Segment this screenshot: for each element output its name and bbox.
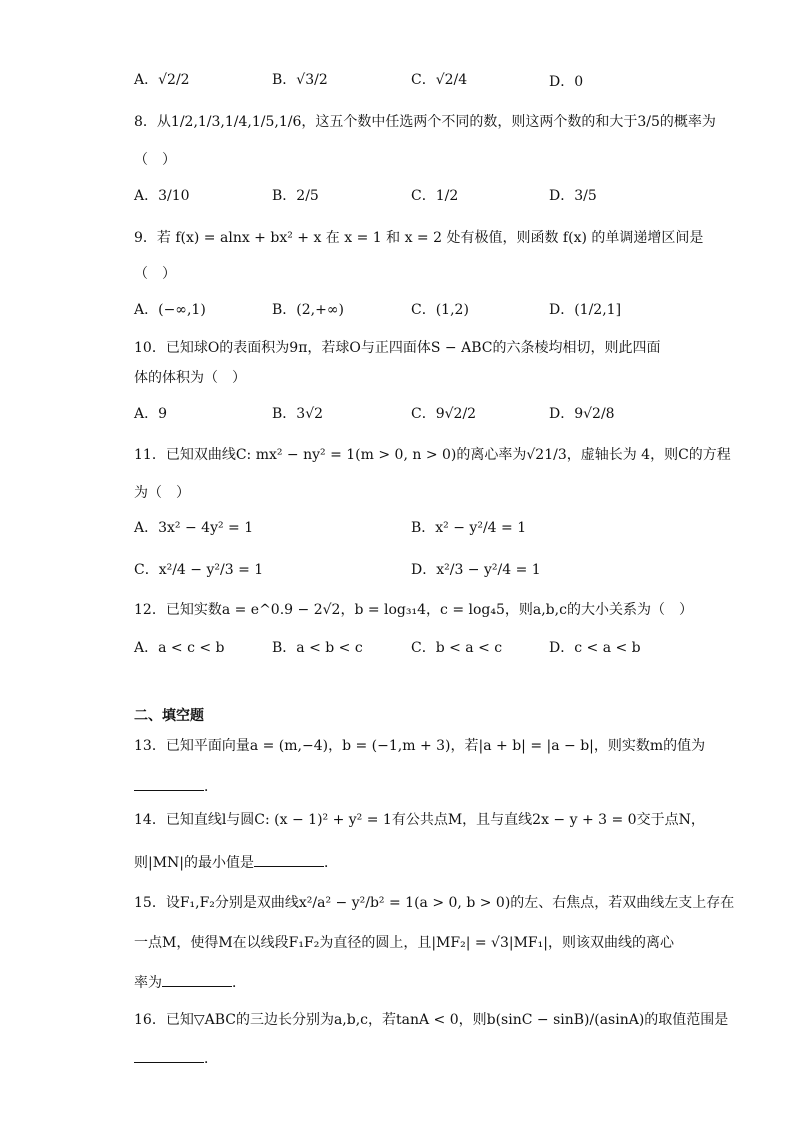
q12-option-b: B．a < b < c (272, 640, 363, 656)
q8-option-b: B．2/5 (272, 188, 319, 204)
q13-stem: 13．已知平面向量a = (m,−4)，b = (−1,m + 3)，若|a + b| = |a − b|，则实数m的值为 (134, 738, 706, 754)
q9-option-a: A．(−∞,1) (134, 302, 206, 318)
q9-option-d: D．(1/2,1] (549, 302, 622, 318)
q15-stem: 15．设F₁,F₂分别是双曲线x²/a² − y²/b² = 1(a > 0, b > 0)的左、右焦点，若双曲线左支上存在 (134, 895, 735, 911)
q16-answer-line (134, 1048, 218, 1069)
q7-option-d: D．0 (549, 74, 584, 90)
q10-option-d: D．9√2/8 (549, 406, 615, 422)
q14-stem2-text: 则|MN|的最小值是 (134, 855, 255, 871)
q11-option-d: D．x²/3 − y²/4 = 1 (411, 562, 541, 578)
q10-stem-line2: 体的体积为（ ） (134, 370, 246, 386)
q14-stem-line2 (134, 852, 338, 873)
q9-paren: （ ） (134, 266, 176, 282)
q11-stem: 11．已知双曲线C: mx² − ny² = 1(m > 0, n > 0)的离心率为√21/3，虚轴长为 4，则C的方程 (134, 447, 731, 463)
q13-answer-line (134, 776, 218, 797)
q9-option-b: B．(2,+∞) (272, 302, 344, 318)
q7-option-c: C．√2/4 (411, 72, 468, 88)
section-heading-fill-in: 二、填空题 (134, 708, 204, 724)
q16-stem: 16．已知▽ABC的三边长分别为a,b,c，若tanA < 0，则b(sinC − sinB)/(asinA)的取值范围是 (134, 1012, 729, 1028)
q10-option-a: A．9 (134, 406, 168, 422)
q14-answer-blank[interactable] (254, 852, 324, 867)
q15-stem-line3 (134, 972, 246, 993)
q9-option-c: C．(1,2) (411, 302, 469, 318)
q12-option-d: D．c < a < b (549, 640, 641, 656)
q16-end: ． (204, 1051, 218, 1067)
q9-stem: 9．若 f(x) = alnx + bx² + x 在 x = 1 和 x = 2 处有极值，则函数 f(x) 的单调递增区间是 (134, 230, 704, 246)
q14-end: ． (324, 855, 339, 871)
q8-option-a: A．3/10 (134, 188, 190, 204)
q11-option-c: C．x²/4 − y²/3 = 1 (134, 562, 264, 578)
q8-stem: 8．从1/2,1/3,1/4,1/5,1/6，这五个数中任选两个不同的数，则这两个数的和大于3/5的概率为 (134, 114, 716, 130)
q12-option-a: A．a < c < b (134, 640, 225, 656)
q13-answer-blank[interactable] (134, 776, 204, 791)
q8-option-d: D．3/5 (549, 188, 597, 204)
q8-paren: （ ） (134, 152, 176, 168)
q11-stem-line2: 为（ ） (134, 485, 190, 501)
q10-option-c: C．9√2/2 (411, 406, 477, 422)
q15-stem3-text: 率为 (134, 975, 162, 991)
q11-option-a: A．3x² − 4y² = 1 (134, 520, 254, 536)
q15-end: ． (232, 975, 246, 991)
q15-stem-line2: 一点M，使得M在以线段F₁F₂为直径的圆上，且|MF₂| = √3|MF₁|，则该双曲线的离心 (134, 935, 674, 951)
q7-option-b: B．√3/2 (272, 72, 328, 88)
q15-answer-blank[interactable] (162, 972, 232, 987)
q11-option-b: B．x² − y²/4 = 1 (411, 520, 527, 536)
q13-end: ． (204, 779, 218, 795)
q10-stem: 10．已知球O的表面积为9π，若球O与正四面体S − ABC的六条棱均相切，则此四面 (134, 340, 661, 356)
q14-stem: 14．已知直线l与圆C: (x − 1)² + y² = 1有公共点M，且与直线2x − y + 3 = 0交于点N， (134, 812, 705, 828)
q12-option-c: C．b < a < c (411, 640, 503, 656)
q7-option-a: A．√2/2 (134, 72, 190, 88)
q10-option-b: B．3√2 (272, 406, 324, 422)
q8-option-c: C．1/2 (411, 188, 459, 204)
q16-answer-blank[interactable] (134, 1048, 204, 1063)
q12-stem: 12．已知实数a = e^0.9 − 2√2，b = log₃₁4，c = log₄5，则a,b,c的大小关系为（ ） (134, 602, 693, 618)
